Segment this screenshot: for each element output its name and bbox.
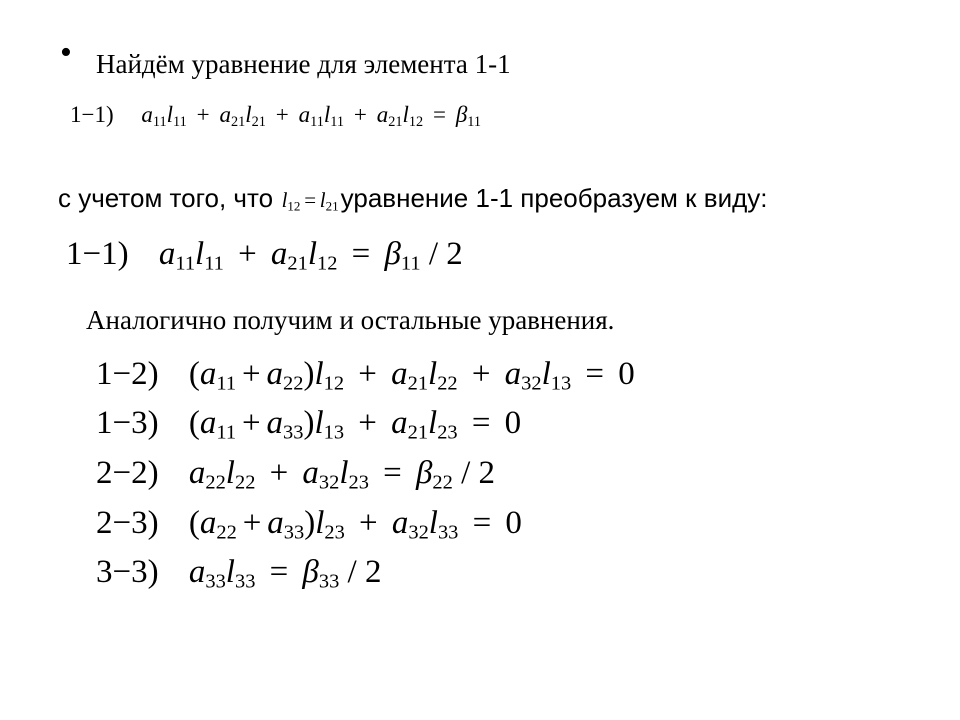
condition-math: $l_{12} = l_{21}$ — [281, 188, 339, 214]
note-after: уравнение 1-1 преобразуем к виду: — [340, 183, 768, 213]
note-before: с учетом того, что — [58, 183, 274, 213]
equation-3-3: 3−3) $a_{33}l_{33} = \beta_{33} / 2$ — [96, 554, 382, 593]
condition-note — [58, 183, 768, 215]
equation-label: 1−3) — [96, 405, 159, 441]
equation-label: 2−2) — [96, 455, 159, 491]
equation-label: 3−3) — [96, 554, 159, 590]
equation-label: 1−2) — [96, 356, 159, 392]
equation-1-3: 1−3) $(a_{11} + a_{33})l_{13} + a_{21}l_{23} = 0$ — [96, 405, 522, 444]
bullet: • — [60, 34, 72, 71]
equation-1-1-initial: 1−1) $a_{11}l_{11} + a_{21}l_{21} + a_{11}l_{11} + a_{21}l_{12} = \beta_{11}$ — [70, 102, 482, 130]
equation-label: 1−1) — [66, 236, 129, 272]
equation-2-3: 2−3) $(a_{22} + a_{33})l_{23} + a_{32}l_{33} = 0$ — [96, 505, 522, 544]
equation-label: 1−1) — [70, 102, 114, 127]
equation-label: 2−3) — [96, 505, 159, 541]
slide-heading: Найдём уравнение для элемента 1-1 — [96, 49, 511, 79]
analog-text: Аналогично получим и остальные уравнения. — [86, 305, 615, 335]
equation-1-1-final: 1−1) $a_{11}l_{11} + a_{21}l_{12} = \beta_{11} / 2$ — [66, 236, 463, 275]
equation-1-2: 1−2) $(a_{11} + a_{22})l_{12} + a_{21}l_{22} + a_{32}l_{13} = 0$ — [96, 356, 635, 395]
equation-2-2: 2−2) $a_{22}l_{22} + a_{32}l_{23} = \beta_{22} / 2$ — [96, 455, 495, 494]
